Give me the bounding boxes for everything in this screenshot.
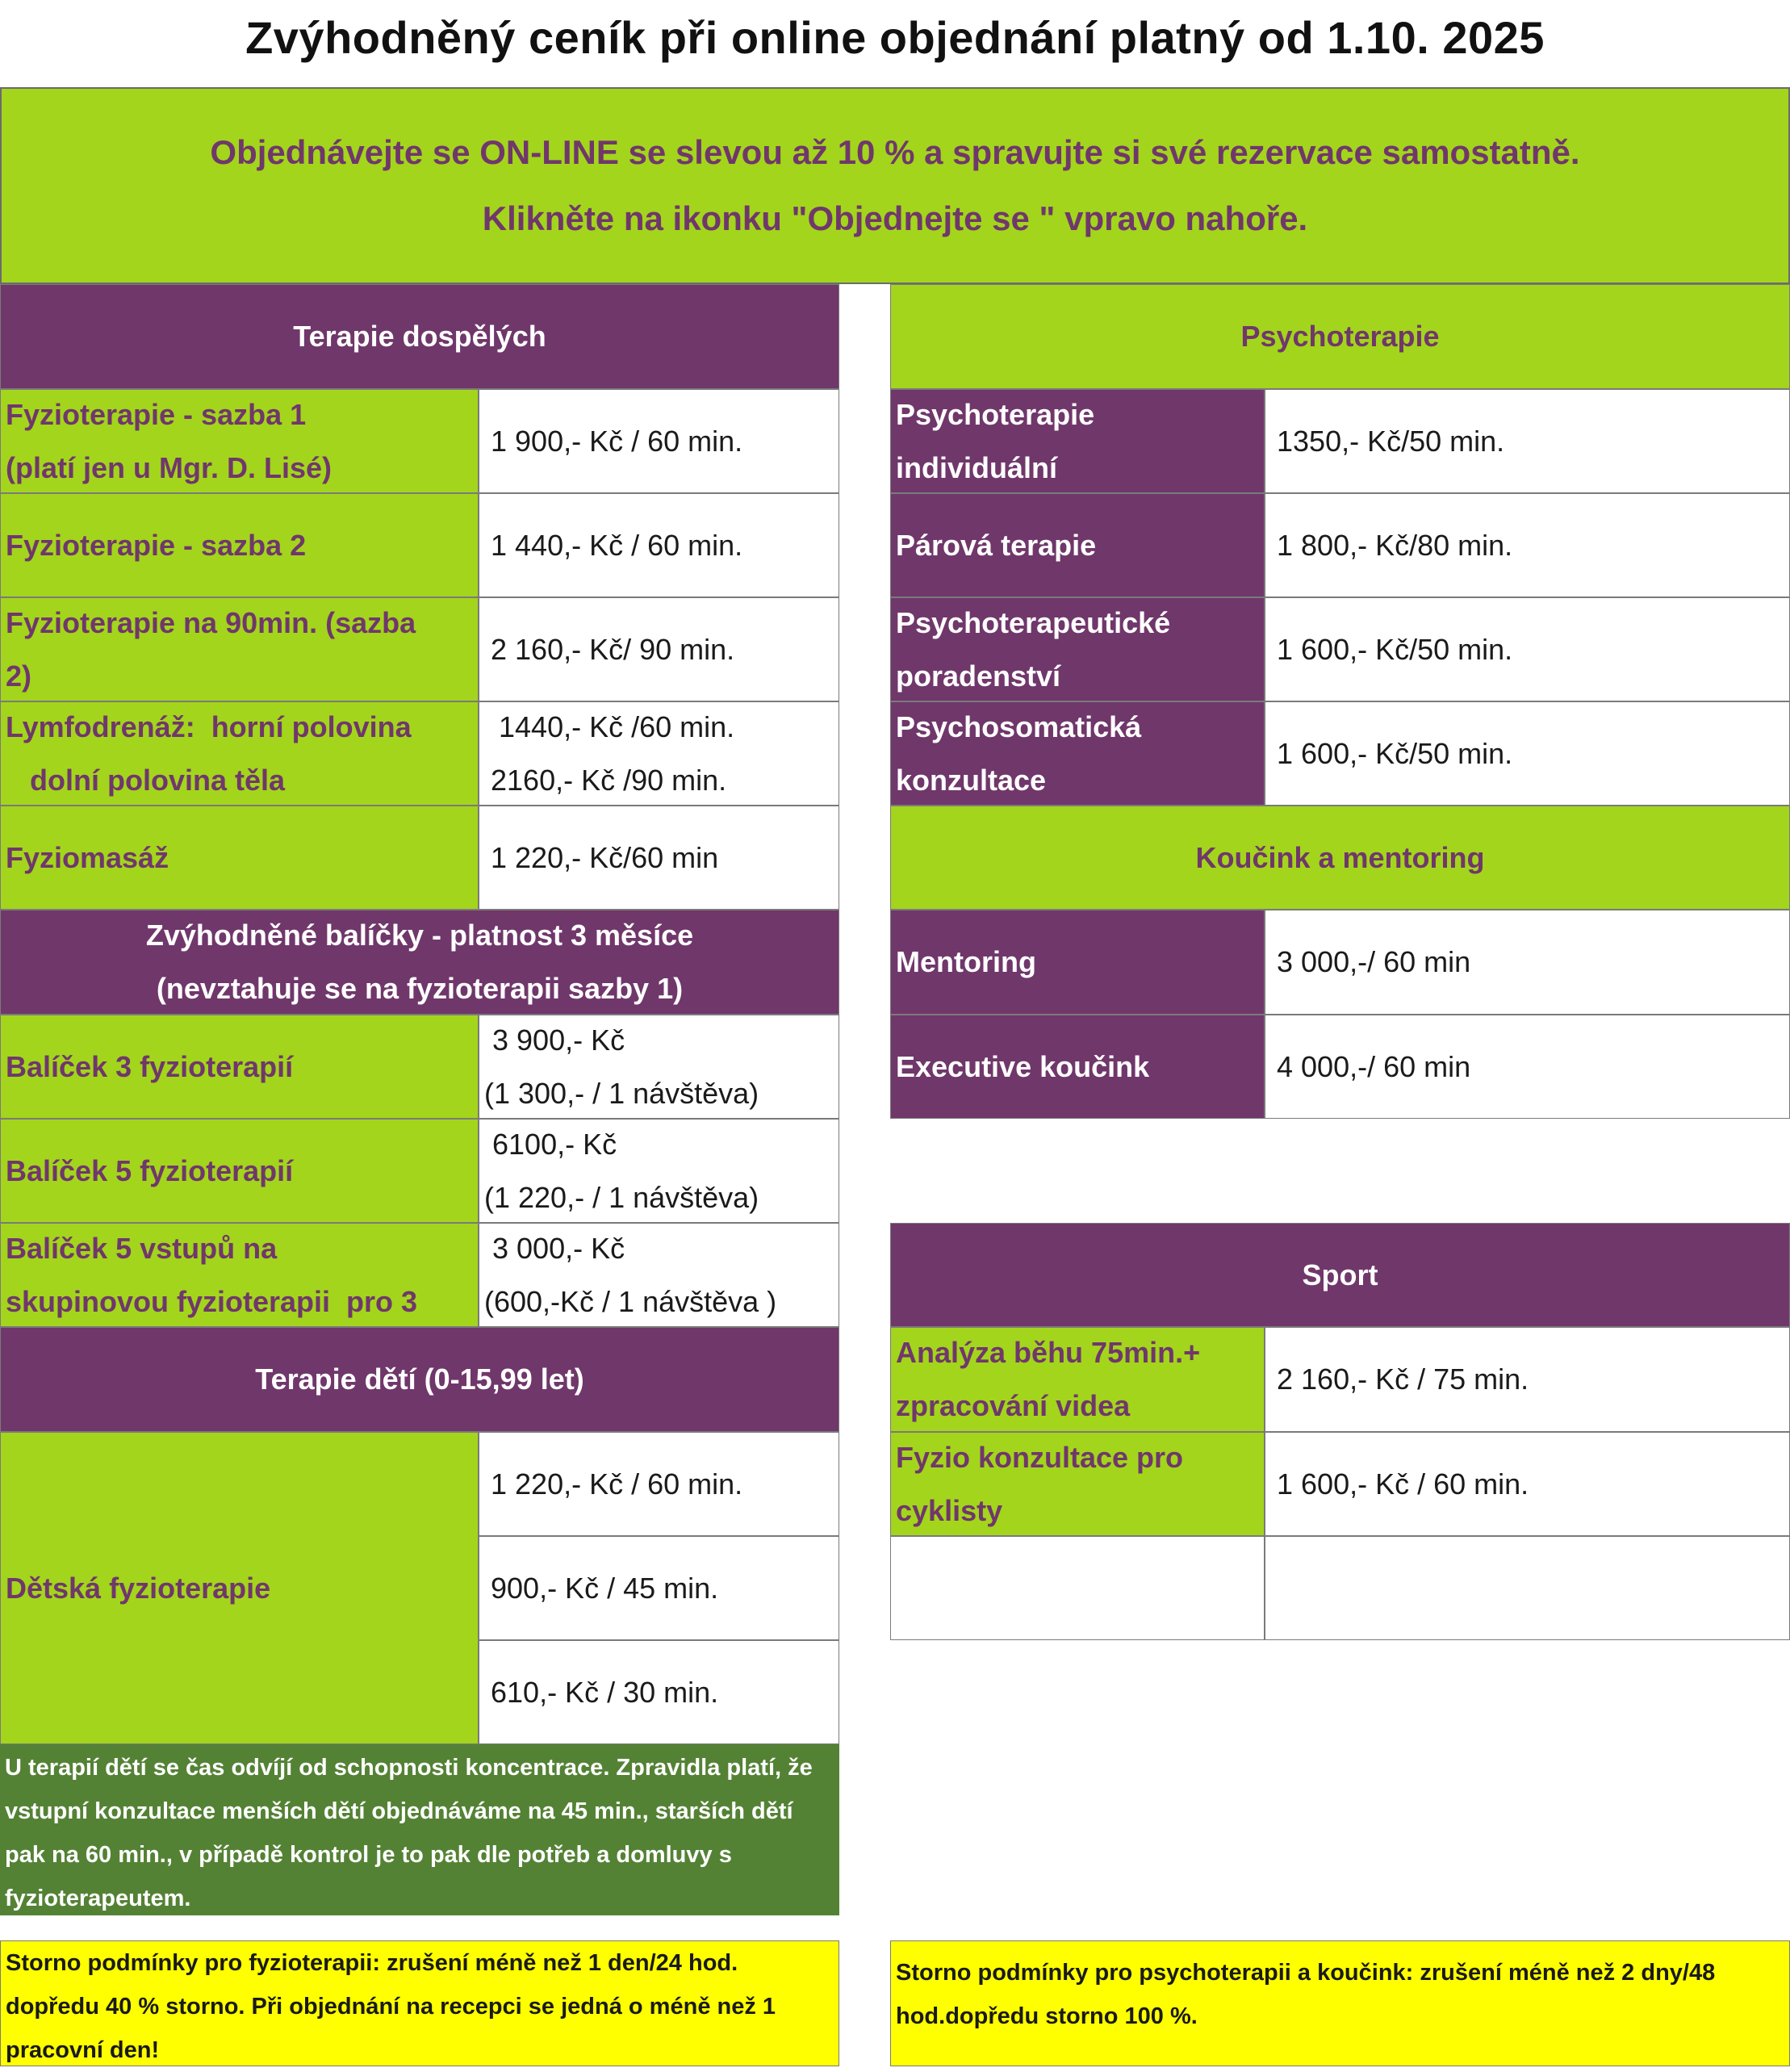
price-row-value — [1265, 1015, 1790, 1119]
value-line: 1 220,- Kč / 60 min. — [491, 1467, 743, 1501]
label-line: Fyzioterapie na 90min. (sazba — [6, 605, 416, 639]
children-therapy-header — [0, 1327, 839, 1432]
storno-psycho-note: Storno podmínky pro psychoterapii a koučink: zrušení méně než 2 dny/48 hod.dopředu storno 100 %. — [890, 1940, 1790, 2066]
value-line: 1350,- Kč/50 min. — [1277, 424, 1505, 458]
label-line: Balíček 5 vstupů na — [6, 1231, 278, 1265]
banner-line-2: Klikněte na ikonku "Objednejte se " vpravo nahoře. — [482, 199, 1308, 237]
price-row-value — [479, 389, 839, 493]
label-line: Balíček 5 fyzioterapií — [6, 1153, 294, 1187]
packages-header-line: Zvýhodněné balíčky - platnost 3 měsíce — [145, 919, 694, 952]
package-row-value — [479, 1223, 839, 1327]
label-line: poradenství — [896, 659, 1061, 693]
label-line: (platí jen u Mgr. D. Lisé) — [6, 450, 332, 484]
children-therapy-header-text: Terapie dětí (0-15,99 let) — [255, 1362, 584, 1396]
label-line: zpracování videa — [896, 1389, 1131, 1422]
price-row-label — [0, 493, 479, 597]
price-row-label — [0, 701, 479, 806]
price-row-label — [890, 493, 1265, 597]
label-line: Fyzio konzultace pro — [896, 1440, 1184, 1474]
online-booking-banner — [0, 87, 1790, 284]
adult-therapy-header — [0, 284, 839, 389]
value-line: 1 900,- Kč / 60 min. — [491, 424, 743, 458]
label-line: 2) — [6, 659, 32, 693]
value-line: 1 220,- Kč/60 min — [491, 840, 719, 874]
label-line: individuální — [896, 450, 1058, 484]
price-row-label — [890, 1432, 1265, 1536]
adult-therapy-header-text: Terapie dospělých — [293, 320, 546, 353]
price-row-value — [1265, 910, 1790, 1015]
value-line: 3 900,- Kč — [484, 1023, 625, 1057]
value-line: 1 600,- Kč/50 min. — [1277, 632, 1513, 666]
label-line: Analýza běhu 75min.+ — [896, 1336, 1201, 1369]
label-line: skupinovou fyzioterapii pro 3 — [6, 1284, 418, 1318]
packages-header-line: (nevztahuje se na fyzioterapii sazby 1) — [156, 972, 684, 1005]
coaching-header-text: Koučink a mentoring — [1195, 840, 1485, 874]
value-line: 6100,- Kč — [484, 1127, 617, 1161]
package-row-label — [0, 1015, 479, 1119]
price-row-value — [1265, 493, 1790, 597]
price-row-label — [890, 389, 1265, 493]
label-line: Psychoterapeutické — [896, 605, 1171, 639]
value-line: 2 160,- Kč/ 90 min. — [491, 632, 735, 666]
package-row-value — [479, 1015, 839, 1119]
price-row-value — [1265, 701, 1790, 806]
label-line: Fyzioterapie - sazba 2 — [6, 528, 307, 562]
children-price-value — [479, 1536, 839, 1640]
sport-header-text: Sport — [1302, 1258, 1378, 1291]
price-row-value — [1265, 1327, 1790, 1432]
children-therapy-note: U terapií dětí se čas odvíjí od schopnosti koncentrace. Zpravidla platí, že vstupní konzultace menších dětí objednáváme na 45 min., starších dětí pak na 60 min., v případě kontrol je to pak dle potřeb a domluvy s fyzioterapeutem. — [0, 1744, 839, 1915]
value-line: 1 600,- Kč / 60 min. — [1277, 1467, 1529, 1501]
label-line: Fyziomasáž — [6, 840, 169, 874]
package-row-label — [0, 1223, 479, 1327]
psychotherapy-header — [890, 284, 1790, 389]
label-line: Psychosomatická — [896, 710, 1142, 743]
value-line: 4 000,-/ 60 min — [1277, 1049, 1471, 1083]
label-line: Psychoterapie — [896, 397, 1095, 431]
children-therapy-label — [0, 1432, 479, 1744]
sport-header — [890, 1223, 1790, 1327]
price-row-value — [1265, 1432, 1790, 1536]
storno-physio-note: Storno podmínky pro fyzioterapii: zrušení méně než 1 den/24 hod. dopředu 40 % storno. Při objednání na recepci se jedná o méně než 1 pracovní den! — [0, 1940, 839, 2066]
price-row-label — [890, 1015, 1265, 1119]
label-line: Fyzioterapie - sazba 1 — [6, 397, 307, 431]
value-line: 2160,- Kč /90 min. — [491, 763, 727, 797]
price-row-value — [479, 701, 839, 806]
label-line: cyklisty — [896, 1493, 1003, 1527]
value-line: 3 000,-/ 60 min — [1277, 945, 1471, 978]
value-line: 1 800,- Kč/80 min. — [1277, 528, 1513, 562]
label-line: Mentoring — [896, 945, 1036, 978]
package-row-label — [0, 1119, 479, 1223]
banner-line-1: Objednávejte se ON-LINE se slevou až 10 % a spravujte si své rezervace samostatně. — [210, 133, 1580, 171]
package-row-value — [479, 1119, 839, 1223]
value-line: (600,-Kč / 1 návštěva ) — [484, 1284, 777, 1318]
value-line: 2 160,- Kč / 75 min. — [1277, 1362, 1529, 1396]
value-line: 1440,- Kč /60 min. — [491, 710, 735, 743]
label-line: Balíček 3 fyzioterapií — [6, 1049, 294, 1083]
children-price-value — [479, 1432, 839, 1536]
empty-cell — [890, 1536, 1265, 1640]
label-line: konzultace — [896, 763, 1047, 797]
price-row-label — [890, 597, 1265, 701]
label-line: Executive koučink — [896, 1049, 1150, 1083]
price-row-value — [1265, 597, 1790, 701]
price-row-value — [479, 806, 839, 910]
coaching-header — [890, 806, 1790, 910]
price-row-label — [0, 806, 479, 910]
value-line: 3 000,- Kč — [484, 1231, 625, 1265]
value-line: (1 300,- / 1 návštěva) — [484, 1076, 759, 1110]
value-line: 610,- Kč / 30 min. — [491, 1675, 719, 1709]
price-row-label — [0, 389, 479, 493]
value-line: 1 440,- Kč / 60 min. — [491, 528, 743, 562]
price-row-value — [479, 597, 839, 701]
value-line: 1 600,- Kč/50 min. — [1277, 736, 1513, 770]
label-line: dolní polovina těla — [6, 763, 286, 797]
children-price-value — [479, 1640, 839, 1744]
packages-header — [0, 910, 839, 1015]
page-title: Zvýhodněný ceník při online objednání platný od 1.10. 2025 — [245, 11, 1545, 63]
price-row-value — [479, 493, 839, 597]
value-line: (1 220,- / 1 návštěva) — [484, 1180, 759, 1214]
price-row-label — [890, 1327, 1265, 1432]
value-line: 900,- Kč / 45 min. — [491, 1571, 719, 1605]
psychotherapy-header-text: Psychoterapie — [1240, 320, 1440, 353]
price-row-label — [890, 910, 1265, 1015]
price-row-value — [1265, 389, 1790, 493]
empty-cell — [1265, 1536, 1790, 1640]
label-line: Párová terapie — [896, 528, 1097, 562]
price-row-label — [0, 597, 479, 701]
label-line: Lymfodrenáž: horní polovina — [6, 710, 412, 743]
price-row-label — [890, 701, 1265, 806]
label-line: Dětská fyzioterapie — [6, 1571, 271, 1605]
